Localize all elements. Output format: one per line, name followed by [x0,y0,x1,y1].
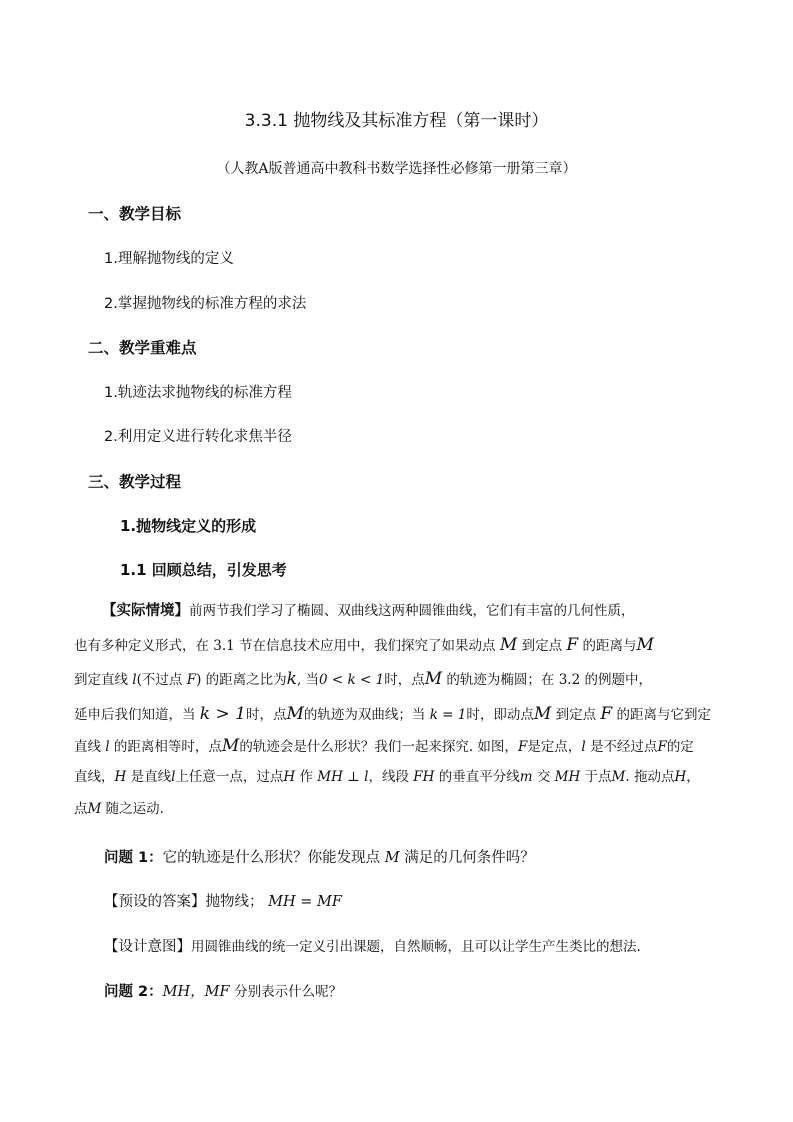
question-2-label: 问题 2： [104,984,163,1000]
section-heading-key-points: 二、教学重难点 [88,339,197,357]
goal-item-1: 1.理解抛物线的定义 [104,251,234,267]
goal-item-2: 2.掌握抛物线的标准方程的求法 [104,296,307,312]
page-subtitle: （人教A版普通高中教科书数学选择性必修第一册第三章） [216,161,577,177]
paragraph-line-6: 直线，H 是直线l上任意一点，过点H 作 MH ⊥ l，线段 FH 的垂直平分线m 交 MH 于点M. 拖动点H， [74,769,700,785]
question-2: 问题 2：MH，MF 分别表示什么呢？ [104,984,343,1000]
page-title: 3.3.1 抛物线及其标准方程（第一课时） [244,111,549,131]
question-1-label: 问题 1： [104,850,163,866]
paragraph-line-7: 点M 随之运动. [74,801,164,817]
paragraph-line-1: 【实际情境】前两节我们学习了椭圆、双曲线这两种圆锥曲线，它们有丰富的几何性质， [102,603,635,619]
design-intent: 【设计意图】用圆锥曲线的统一定义引出课题，自然顺畅，且可以让学生产生类比的想法. [104,939,641,955]
section-heading-process: 三、教学过程 [88,473,182,491]
key-point-item-1: 1.轨迹法求抛物线的标准方程 [104,385,292,401]
paragraph-label: 【实际情境】 [102,603,189,619]
question-1: 问题 1：它的轨迹是什么形状？你能发现点 M 满足的几何条件吗？ [104,850,535,866]
section-heading-goals: 一、教学目标 [88,205,182,223]
subsection-heading: 1.抛物线定义的形成 [120,517,257,535]
preset-answer: 【预设的答案】抛物线； MH = MF [104,894,342,910]
paragraph-line-5: 直线 l 的距离相等时，点M的轨迹会是什么形状？我们一起来探究. 如图，F是定点，l 是不经过点F的定 [74,736,694,756]
subsubsection-heading: 1.1 回顾总结，引发思考 [120,561,287,579]
paragraph-line-3: 到定直线 l(不过点 F) 的距离之比为k, 当0 < k < 1时，点M 的轨迹为椭圆；在 3.2 的例题中， [74,669,652,689]
paragraph-line-4: 延申后我们知道，当 k > 1时，点M的轨迹为双曲线；当 k = 1时，即动点M 到定点 F 的距离与它到定 [74,704,711,724]
paragraph-line-2: 也有多种定义形式，在 3.1 节在信息技术应用中，我们探究了如果动点 M 到定点 F 的距离与M [74,635,654,655]
key-point-item-2: 2.利用定义进行转化求焦半径 [104,429,292,445]
